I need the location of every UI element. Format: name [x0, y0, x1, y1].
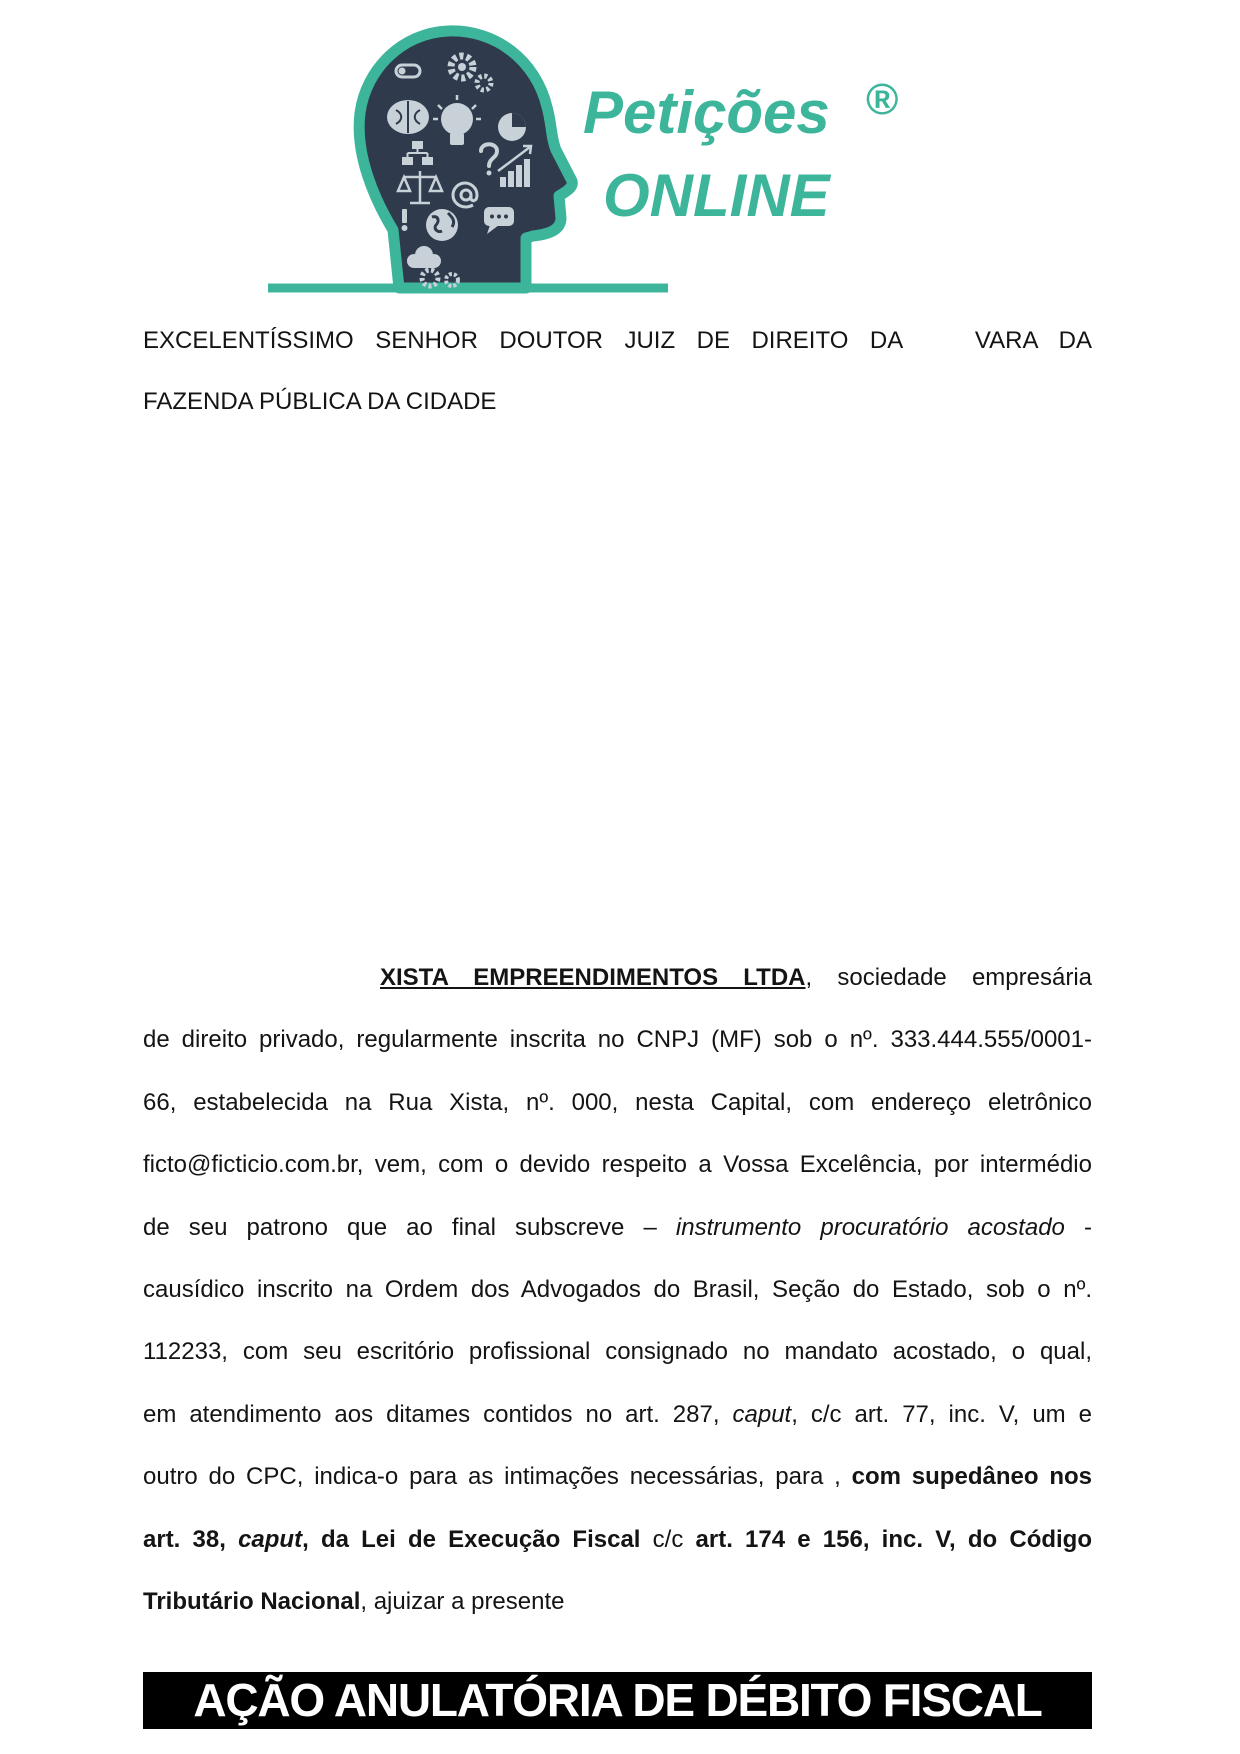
text-segment: outro do CPC, indica-o para as intimações necessárias, para , — [143, 1463, 852, 1491]
heading-line-2: FAZENDA PÚBLICA DA CIDADE — [143, 388, 497, 415]
blank-court-number — [923, 347, 953, 348]
body-line — [143, 1197, 1092, 1259]
body-line — [143, 1321, 1092, 1383]
heading-line-1 — [143, 310, 1092, 371]
text-segment: , ajuizar a presente — [360, 1587, 565, 1615]
text-segment: , sociedade empresária — [805, 964, 1092, 991]
registered-trademark-mark: ® — [866, 75, 899, 124]
company-name: XISTA EMPREENDIMENTOS LTDA — [380, 964, 806, 991]
brain-icon — [387, 100, 429, 134]
body-line — [143, 1134, 1092, 1196]
text-segment: de seu patrono que ao final subscreve – — [143, 1213, 676, 1241]
text-segment: 112233, com seu escritório profissional consignado no mandato acostado, o qual, — [143, 1338, 1092, 1366]
action-title: AÇÃO ANULATÓRIA DE DÉBITO FISCAL — [193, 1674, 1042, 1726]
text-segment: c/c — [652, 1525, 684, 1553]
text-segment: de direito privado, regularmente inscrita no CNPJ (MF) sob o nº. 333.444.555/0001- — [143, 1026, 1092, 1054]
text-segment: em atendimento aos ditames contidos no art. 287, — [143, 1400, 733, 1428]
body-line — [143, 1072, 1092, 1134]
text-segment: ficto@ficticio.com.br, vem, com o devido respeito a Vossa Excelência, por intermédio — [143, 1151, 1092, 1179]
bold-segment: art. 174 e 156, inc. V, do Código — [683, 1525, 1092, 1553]
body-line — [143, 1009, 1092, 1071]
body-line — [143, 1259, 1092, 1321]
body-line — [143, 1509, 1092, 1571]
exclamation-icon — [402, 209, 408, 231]
logo-brand-line2: ONLINE — [603, 162, 830, 229]
head-silhouette — [359, 31, 572, 288]
bold-italic-segment: caput — [238, 1525, 303, 1553]
addressee-heading — [143, 310, 1092, 432]
globe-icon — [426, 209, 458, 241]
bold-segment: com supedâneo nos — [851, 1463, 1092, 1491]
bold-segment: Tributário Nacional — [143, 1587, 361, 1615]
body-line — [143, 1384, 1092, 1446]
bold-segment: art. 38, — [143, 1525, 239, 1553]
logo-brand-line1: Petições — [583, 79, 830, 146]
body-line — [143, 947, 1092, 1009]
text-segment: , c/c art. 77, inc. V, um e — [791, 1400, 1093, 1428]
bold-segment: , da Lei de Execução Fiscal — [302, 1525, 653, 1553]
action-title-bar — [143, 1672, 1092, 1729]
petition-paragraph — [143, 947, 1092, 1633]
body-line — [143, 1446, 1092, 1508]
heading-line-1-right: VARA DA — [974, 327, 1093, 354]
text-segment: 66, estabelecida na Rua Xista, nº. 000, nesta Capital, com endereço eletrônico — [143, 1088, 1092, 1116]
text-segment: - — [1064, 1213, 1092, 1241]
text-segment: causídico inscrito na Ordem dos Advogados do Brasil, Seção do Estado, sob o nº. — [143, 1275, 1092, 1303]
pie-chart-icon — [498, 113, 526, 141]
heading-line-1-left: EXCELENTÍSSIMO SENHOR DOUTOR JUIZ DE DIREITO DA — [143, 327, 902, 354]
italic-segment: caput — [732, 1400, 792, 1428]
body-line-last — [143, 1571, 1092, 1633]
italic-segment: instrumento procuratório acostado — [675, 1213, 1065, 1241]
